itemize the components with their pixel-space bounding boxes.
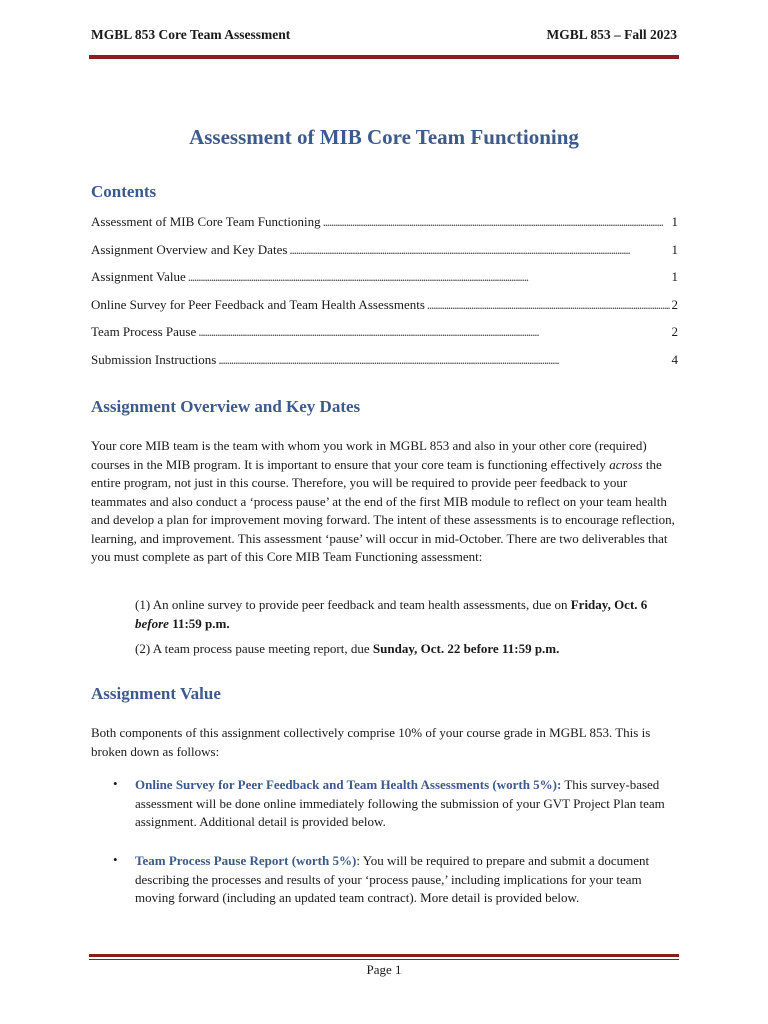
toc-entry-page: 1 <box>671 269 678 285</box>
toc-entry-title: Assessment of MIB Core Team Functioning <box>91 214 321 229</box>
toc-entry-page: 2 <box>671 296 678 312</box>
bullet-icon: • <box>113 852 118 867</box>
deliverable-2 <box>135 640 676 659</box>
deliverable-2-date: Sunday, Oct. 22 before 11:59 p.m. <box>372 641 560 656</box>
toc-entry-title: Submission Instructions <box>91 351 217 367</box>
toc-leader <box>289 241 669 259</box>
footer-divider-thin <box>89 959 679 960</box>
toc-leader <box>218 351 669 369</box>
value-bullet-1-text: This survey-based assessment will be done online immediately following the submission of your GVT Project Plan team assignment. Additional detail is provided below. <box>135 777 665 829</box>
toc-entry-page: 2 <box>671 324 678 340</box>
overview-emphasis: across <box>609 456 643 472</box>
value-bullet-1-label: Online Survey for Peer Feedback and Team Health Assessments (worth 5%): <box>135 777 562 792</box>
overview-paragraph <box>91 437 676 567</box>
bullet-icon: • <box>113 776 118 791</box>
toc-leader <box>427 296 670 314</box>
deliverable-1 <box>135 596 676 633</box>
header-term: MGBL 853 – Fall 2023 <box>546 27 677 42</box>
value-paragraph: Both components of this assignment collectively comprise 10% of your course grade in MGBL 853. This is broken down as follows: <box>91 725 651 759</box>
toc-leader <box>198 323 669 341</box>
table-of-contents <box>91 213 678 379</box>
value-heading: Assignment Value <box>91 684 221 703</box>
page-number: Page 1 <box>366 962 402 977</box>
footer-divider <box>89 954 679 957</box>
overview-text-start: Your core MIB team is the team with whom you work in MGBL 853 and also in your other core (required) courses in the MIB program. It is important to ensure that your core team is functioning effectively <box>91 438 647 472</box>
toc-entry[interactable] <box>91 268 678 296</box>
toc-entry[interactable] <box>91 351 678 379</box>
value-bullet-2-text: : You will be required to prepare and submit a document describing the processes and results of your ‘process pause,’ including implications for your team moving forward (including an updated team contract). More detail is provided below. <box>135 853 650 905</box>
header-divider <box>89 55 679 59</box>
toc-entry-page: 4 <box>671 351 678 367</box>
document-title: Assessment of MIB Core Team Functioning <box>189 125 579 149</box>
deliverable-1-date: Friday, Oct. 6 <box>570 597 648 612</box>
header-course-title: MGBL 853 Core Team Assessment <box>91 27 291 42</box>
deliverable-1-text: (1) An online survey to provide peer feedback and team health assessments, due on <box>135 597 571 612</box>
toc-entry[interactable] <box>91 296 678 324</box>
overview-text-end: the entire program, not just in this course. Therefore, you will be required to provide peer feedback to your teammates and also conduct a ‘process pause’ at the end of the first MIB module to reflect on your team health and develop a plan for improvement moving forward. The intent of these assessments is to encourage reflection, learning, and improvement. This assessment ‘pause’ will occur in mid-October. There are two deliverables that you must complete as part of this Core MIB Team Functioning assessment: <box>91 456 675 564</box>
toc-entry-title: Team Process Pause <box>91 324 197 340</box>
toc-entry[interactable] <box>91 241 678 269</box>
toc-leader <box>323 213 670 231</box>
toc-entry[interactable] <box>91 323 678 351</box>
page-header <box>91 27 677 45</box>
toc-entry-title: Assignment Overview and Key Dates <box>91 241 288 257</box>
contents-heading: Contents <box>91 182 157 201</box>
toc-entry[interactable] <box>91 213 678 241</box>
value-bullet-2 <box>135 852 676 908</box>
value-bullet-1 <box>135 776 676 832</box>
overview-heading: Assignment Overview and Key Dates <box>91 397 361 416</box>
deliverable-1-before: before <box>135 615 169 631</box>
deliverable-2-text: (2) A team process pause meeting report, due <box>135 641 373 656</box>
toc-entry-page: 1 <box>671 214 678 229</box>
deliverable-1-time: 11:59 p.m. <box>168 615 230 631</box>
toc-entry-title: Online Survey for Peer Feedback and Team Health Assessments <box>91 296 425 312</box>
toc-entry-title: Assignment Value <box>91 269 186 285</box>
toc-entry-page: 1 <box>671 241 678 257</box>
toc-leader <box>188 268 670 286</box>
value-bullet-2-label: Team Process Pause Report (worth 5%) <box>135 853 357 868</box>
